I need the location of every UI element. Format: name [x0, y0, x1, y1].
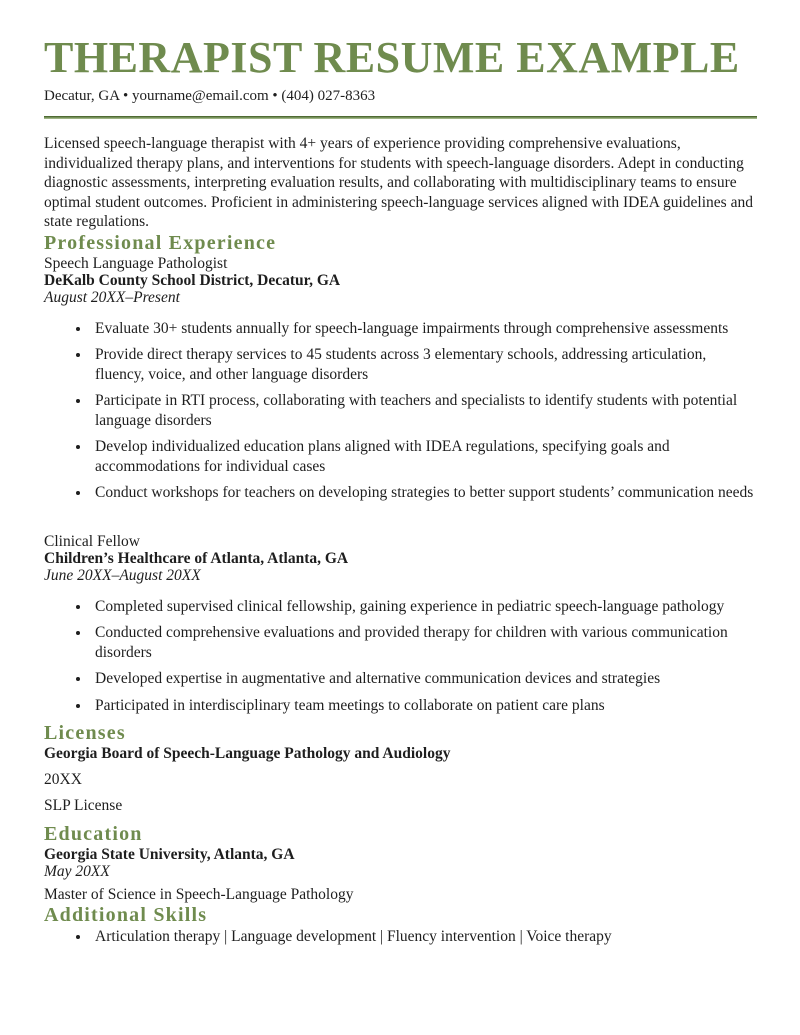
- skills-bullet: • Articulation therapy | Language development | Fluency intervention | Voice therapy: [91, 927, 757, 947]
- job-dates: June 20XX–August 20XX: [44, 566, 201, 584]
- job-bullet: • Conducted comprehensive evaluations and provided therapy for children with various communication disorders: [91, 623, 757, 662]
- job-bullet: • Conduct workshops for teachers on developing strategies to better support students’ communication needs: [91, 483, 757, 503]
- job-bullet: • Developed expertise in augmentative and alternative communication devices and strategies: [91, 669, 757, 689]
- job-company: DeKalb County School District, Decatur, GA: [44, 271, 341, 289]
- job-bullet: • Participated in interdisciplinary team meetings to collaborate on patient care plans: [91, 696, 757, 716]
- page-title: THERAPIST RESUME EXAMPLE: [44, 33, 740, 82]
- section-heading-experience: Professional Experience: [44, 231, 277, 254]
- job-title: Speech Language Pathologist: [44, 254, 228, 272]
- job-bullet-list: [44, 597, 757, 716]
- job-dates: August 20XX–Present: [44, 288, 180, 306]
- license-type: SLP License: [44, 797, 123, 814]
- job-entry: [44, 255, 757, 503]
- job-bullet: • Evaluate 30+ students annually for speech-language impairments through comprehensive assessments: [91, 319, 757, 339]
- job-entry: [44, 533, 757, 716]
- education-date: May 20XX: [44, 863, 110, 880]
- skills-list: [44, 927, 757, 947]
- job-bullet: • Develop individualized education plans aligned with IDEA regulations, specifying goals and accommodations for individual cases: [91, 437, 757, 476]
- job-bullet-list: [44, 319, 757, 503]
- job-title: Clinical Fellow: [44, 532, 141, 550]
- contact-line: Decatur, GA • yourname@email.com • (404) 027-8363: [44, 88, 376, 104]
- section-heading-licenses: Licenses: [44, 722, 126, 744]
- job-bullet: • Completed supervised clinical fellowship, gaining experience in pediatric speech-language pathology: [91, 597, 757, 617]
- resume-header: [44, 33, 757, 105]
- license-board: Georgia Board of Speech-Language Pathology and Audiology: [44, 745, 451, 762]
- job-bullet: • Provide direct therapy services to 45 students across 3 elementary schools, addressing articulation, fluency, voice, and other language disorders: [91, 345, 757, 384]
- section-heading-skills: Additional Skills: [44, 904, 208, 926]
- education-degree: Master of Science in Speech-Language Pathology: [44, 886, 354, 903]
- summary-paragraph: Licensed speech-language therapist with 4+ years of experience providing comprehensive evaluations, individualized therapy plans, and interventions for students with speech-language disorders. Adept in conducting diagnostic assessments, interpreting evaluation results, and collaborating with multidisciplinary teams to ensure optimal student outcomes. Proficient in administering speech-language services aligned with IDEA guidelines and state regulations.: [44, 135, 753, 230]
- section-heading-education: Education: [44, 823, 143, 845]
- license-year: 20XX: [44, 771, 82, 788]
- education-school: Georgia State University, Atlanta, GA: [44, 846, 295, 863]
- job-bullet: • Participate in RTI process, collaborating with teachers and specialists to identify students with potential language disorders: [91, 391, 757, 430]
- header-divider: [44, 116, 757, 119]
- job-company: Children’s Healthcare of Atlanta, Atlanta, GA: [44, 549, 349, 567]
